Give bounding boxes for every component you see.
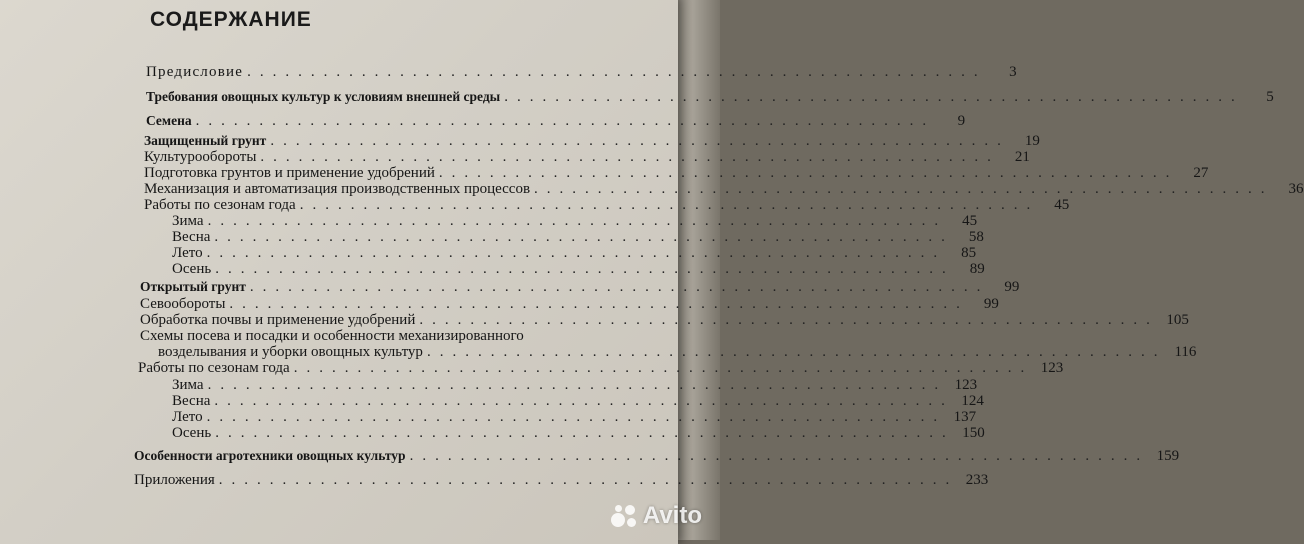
leader-dots: .......................................................... <box>207 377 948 393</box>
toc-entry <box>172 377 978 393</box>
toc-entry-page: 89 <box>969 261 985 277</box>
leader-dots: .......................................................... <box>214 393 954 409</box>
toc-entry <box>172 425 985 441</box>
leader-dots: .......................................................... <box>215 425 955 441</box>
leader-dots: .......................................................... <box>426 344 1167 360</box>
toc-entry-label: Зима <box>172 377 204 393</box>
leader-dots: .......................................................... <box>214 229 954 245</box>
toc-entry-page: 45 <box>962 213 978 229</box>
toc-entry-page: 124 <box>961 393 984 409</box>
toc-entry-label: Семена <box>146 113 192 128</box>
toc-entry-page: 233 <box>965 472 989 488</box>
toc-entry <box>140 296 999 312</box>
toc-entry-page: 116 <box>1174 344 1197 360</box>
toc-entry-page: 21 <box>1014 149 1030 165</box>
toc-entry-label: Защищенный грунт <box>144 133 267 148</box>
toc-entry-page: 123 <box>1040 360 1064 376</box>
leader-dots: .......................................................... <box>206 245 947 261</box>
leader-dots: .......................................................... <box>229 296 969 312</box>
toc-entry <box>172 409 977 425</box>
leader-dots: .......................................................... <box>438 165 1179 181</box>
toc-entry <box>144 197 1070 213</box>
toc-entry-label: Севообороты <box>140 296 226 312</box>
toc-entry <box>144 133 1040 149</box>
toc-entry-label: Механизация и автоматизация производственных процессов <box>144 181 531 197</box>
toc-entry-label: Схемы посева и посадки и особенности механизированного <box>140 328 524 344</box>
toc-entry-page: 85 <box>961 245 977 261</box>
toc-entry-label: Подготовка грунтов и применение удобрений <box>144 165 435 181</box>
toc-entry <box>146 113 966 129</box>
toc-entry-page: 99 <box>983 296 999 312</box>
leader-dots: .......................................................... <box>218 472 959 488</box>
toc-entry-label: Весна <box>172 393 211 409</box>
toc-entry-page: 105 <box>1166 312 1189 328</box>
toc-entry-label: Требования овощных культур к условиям внешней среды <box>146 89 501 104</box>
leader-dots: .......................................................... <box>195 113 936 129</box>
toc-entry-page: 58 <box>968 229 984 245</box>
toc-entry <box>172 245 977 261</box>
toc-entry-label: Предисловие <box>146 64 244 80</box>
toc-entry-label: Осень <box>172 425 212 441</box>
toc-entry-page: 19 <box>1024 133 1040 149</box>
toc-entry-label: Осень <box>172 261 212 277</box>
toc-entry-page: 27 <box>1193 165 1209 181</box>
toc-entry-label: Обработка почвы и применение удобрений <box>140 312 416 328</box>
toc-entry <box>172 229 984 245</box>
leader-dots: .......................................................... <box>293 360 1034 376</box>
avito-logo-icon <box>611 503 639 529</box>
toc-entry <box>144 165 1209 181</box>
leader-dots: .......................................................... <box>247 64 987 80</box>
watermark-text: Avito <box>642 502 702 529</box>
toc-entry <box>172 261 985 277</box>
toc-entry-page: 36 <box>1288 181 1304 197</box>
toc-entry-label: Особенности агротехники овощных культур <box>134 448 406 463</box>
toc-entry <box>138 360 1064 376</box>
toc-entry-page: 9 <box>957 113 966 129</box>
toc-entry-page: 5 <box>1266 89 1274 105</box>
leader-dots: .......................................................... <box>270 133 1010 149</box>
toc-entry-page: 150 <box>962 425 985 441</box>
leader-dots: .......................................................... <box>299 197 1040 213</box>
leader-dots: .......................................................... <box>504 89 1244 105</box>
leader-dots: .......................................................... <box>206 409 947 425</box>
toc-entry <box>146 89 1274 105</box>
page-title: СОДЕРЖАНИЕ <box>150 8 312 31</box>
leader-dots: .......................................................... <box>207 213 948 229</box>
leader-dots: .......................................................... <box>260 149 1000 165</box>
leader-dots: .......................................................... <box>249 279 990 295</box>
toc-entry-label: Лето <box>172 409 203 425</box>
toc-entry-label: Работы по сезонам года <box>144 197 296 213</box>
toc-entry-page: 123 <box>954 377 978 393</box>
leader-dots: .......................................................... <box>215 261 955 277</box>
leader-dots: .......................................................... <box>409 448 1150 464</box>
leader-dots: .......................................................... <box>419 312 1159 328</box>
toc-entry-label: Зима <box>172 213 204 229</box>
toc-entry-page: 99 <box>1004 279 1020 295</box>
toc-entry <box>158 344 1197 360</box>
toc-entry-label: Открытый грунт <box>140 279 246 294</box>
toc-entry <box>140 312 1189 328</box>
toc-entry-label: Весна <box>172 229 211 245</box>
toc-entry-label: Работы по сезонам года <box>138 360 290 376</box>
toc-entry-page: 45 <box>1054 197 1070 213</box>
toc-entry-label: Приложения <box>134 472 215 488</box>
toc-entry <box>172 213 978 229</box>
toc-entry-page: 3 <box>1009 64 1017 80</box>
leader-dots: .......................................................... <box>534 181 1274 197</box>
toc-entry-label: Лето <box>172 245 203 261</box>
avito-watermark <box>611 502 702 530</box>
toc-entry <box>134 472 989 488</box>
toc-entry <box>144 149 1030 165</box>
toc-entry <box>172 393 984 409</box>
toc-entry-label: Культурообороты <box>144 149 257 165</box>
toc-entry-page: 159 <box>1156 448 1180 464</box>
toc-entry-page: 137 <box>953 409 977 425</box>
toc-entry <box>146 64 1017 80</box>
toc-entry <box>134 448 1180 464</box>
toc-entry <box>140 279 1020 295</box>
toc-entry-label: возделывания и уборки овощных культур <box>158 344 423 360</box>
toc-entry <box>144 181 1304 197</box>
